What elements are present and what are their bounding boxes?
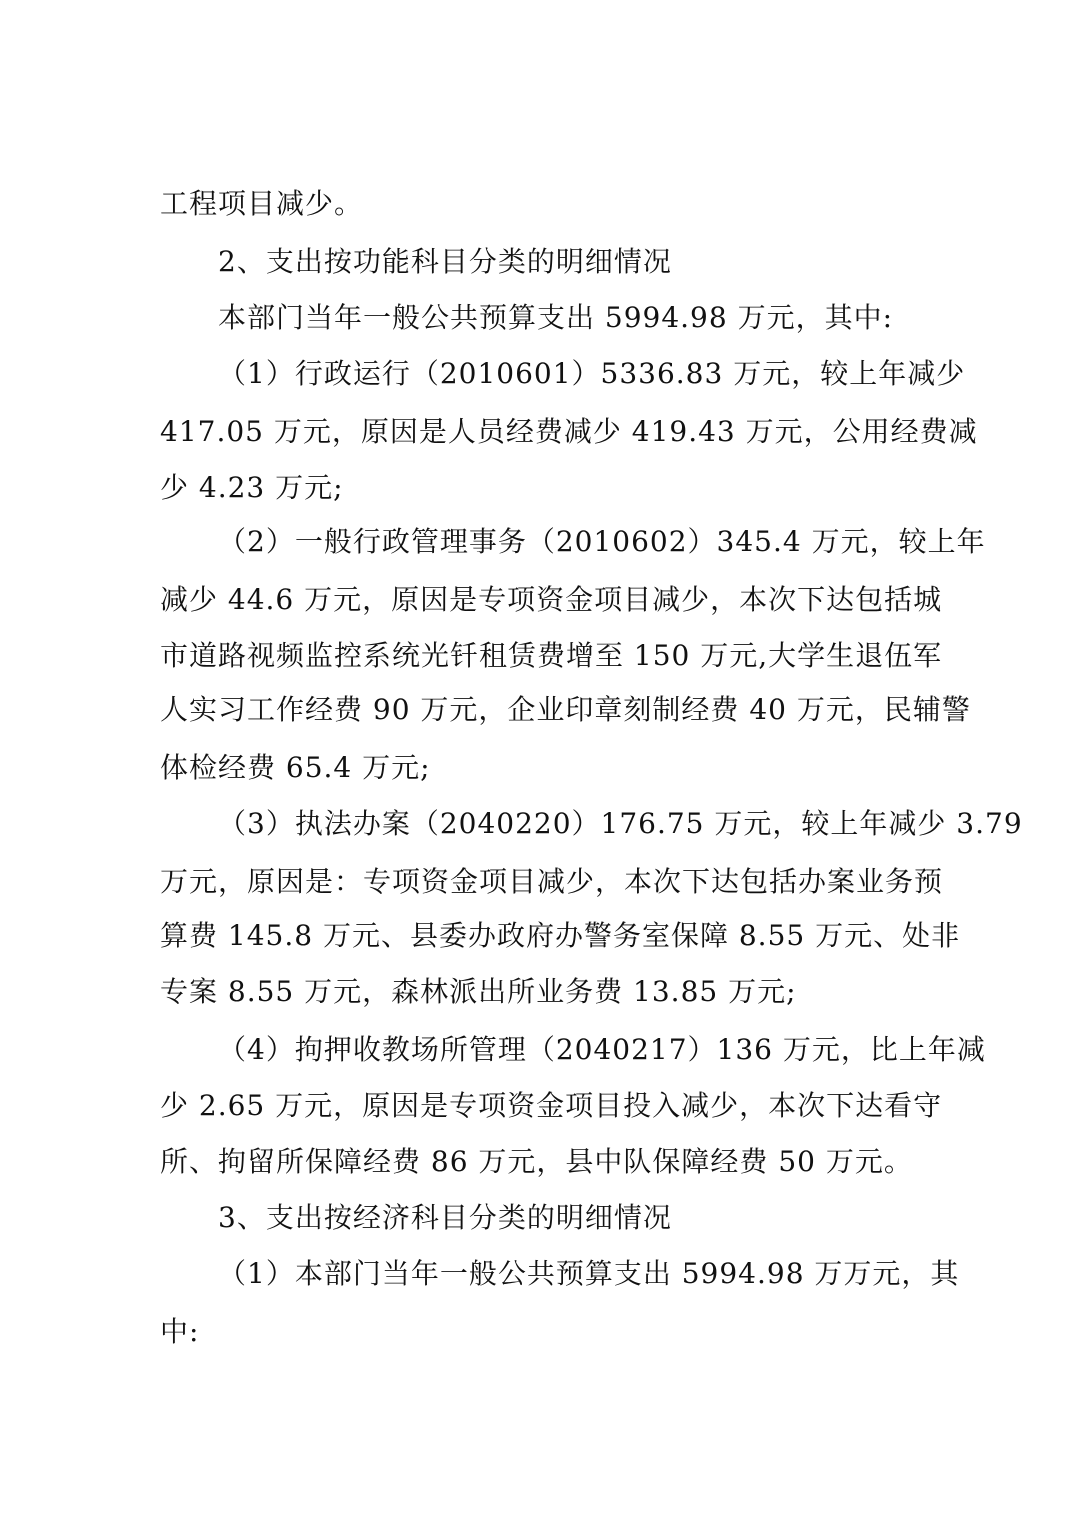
text-line: （3）执法办案（2040220）176.75 万元，较上年减少 3.79	[218, 807, 1023, 840]
text-line: 工程项目减少。	[160, 187, 364, 220]
text-line: 417.05 万元，原因是人员经费减少 419.43 万元，公用经费减	[160, 415, 978, 448]
text-line: 算费 145.8 万元、县委办政府办警务室保障 8.55 万元、处非	[160, 919, 961, 952]
text-line: （1）行政运行（2010601）5336.83 万元，较上年减少	[218, 357, 966, 390]
text-line: 市道路视频监控系统光钎租赁费增至 150 万元,大学生退伍军	[160, 639, 943, 672]
text-line: （2）一般行政管理事务（2010602）345.4 万元，较上年	[218, 525, 986, 558]
text-line: （1）本部门当年一般公共预算支出 5994.98 万万元，其	[218, 1257, 960, 1290]
text-line: 中:	[160, 1315, 200, 1348]
text-line: 体检经费 65.4 万元;	[160, 751, 431, 784]
section-heading: 2、支出按功能科目分类的明细情况	[218, 245, 672, 278]
text-line: 少 2.65 万元，原因是专项资金项目投入减少，本次下达看守	[160, 1089, 943, 1122]
text-line: 减少 44.6 万元，原因是专项资金项目减少，本次下达包括城	[160, 583, 943, 616]
text-line: 万元，原因是：专项资金项目减少，本次下达包括办案业务预	[160, 865, 944, 898]
text-line: 所、拘留所保障经费 86 万元，县中队保障经费 50 万元。	[160, 1145, 913, 1178]
text-line: 少 4.23 万元;	[160, 471, 344, 504]
text-line: （4）拘押收教场所管理（2040217）136 万元，比上年减	[218, 1033, 986, 1066]
text-line: 专案 8.55 万元，森林派出所业务费 13.85 万元;	[160, 975, 797, 1008]
text-line: 本部门当年一般公共预算支出 5994.98 万元，其中:	[218, 301, 894, 334]
text-line: 人实习工作经费 90 万元，企业印章刻制经费 40 万元，民辅警	[160, 693, 971, 726]
section-heading: 3、支出按经济科目分类的明细情况	[218, 1201, 672, 1234]
